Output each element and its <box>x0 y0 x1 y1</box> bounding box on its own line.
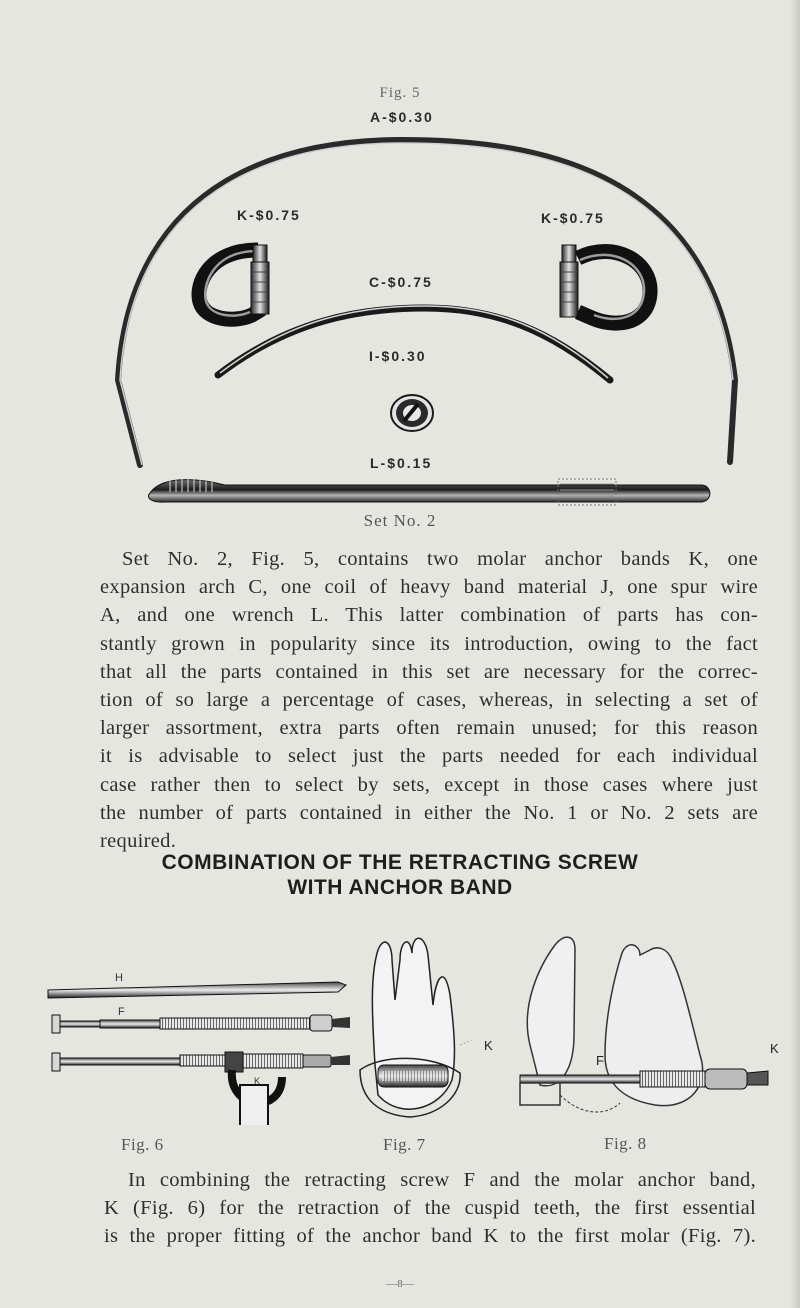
set-caption: Set No. 2 <box>363 511 437 530</box>
text-line: K (Fig. 6) for the retraction of the cuspid teeth, the first essential <box>104 1197 756 1220</box>
text-line: is the proper fitting of the anchor band K to the first molar (Fig. 7). <box>104 1225 756 1248</box>
text-line: tion of so large a percentage of cases, whereas, in selecting a set of <box>100 689 758 712</box>
band-material-coil <box>391 395 433 431</box>
expansion-arch <box>218 306 610 380</box>
set-no-2-illustration <box>0 0 800 515</box>
text-line: Set No. 2, Fig. 5, contains two molar anchor bands K, one <box>122 548 758 570</box>
figure-6-letter-f: F <box>118 1006 125 1018</box>
text-line: it is advisable to select just the parts needed for each individual <box>100 745 758 768</box>
coil-price: I-$0.30 <box>369 348 427 364</box>
figure-7-label: Fig. 7 <box>383 1135 426 1154</box>
text-line: case rather then to select by sets, except in those cases where just <box>100 773 758 796</box>
heading-line-1: COMBINATION OF THE RETRACTING SCREW <box>161 851 639 874</box>
figure-6-letter-h: H <box>115 972 123 984</box>
section-heading <box>0 850 800 900</box>
expansion-arch-price: C-$0.75 <box>369 274 433 290</box>
figure-6-label: Fig. 6 <box>121 1135 164 1154</box>
paragraph-retracting-screw <box>104 1166 756 1251</box>
text-line: larger assortment, extra parts often remain unused; for this reason <box>100 717 758 740</box>
figure-8-label: Fig. 8 <box>604 1134 647 1153</box>
text-line: the number of parts contained in either the No. 1 or No. 2 sets are <box>100 801 758 824</box>
anchor-band-left-price: K-$0.75 <box>237 207 301 223</box>
figure-8-letter-k: K <box>770 1041 779 1056</box>
text-line: In combining the retracting screw F and the molar anchor band, <box>128 1169 756 1191</box>
wrench-price: L-$0.15 <box>370 455 433 471</box>
spur-wire-price-label: A-$0.30 <box>370 109 434 125</box>
paragraph-set-no-2 <box>100 545 758 855</box>
anchor-band-right <box>560 245 650 323</box>
text-line: A, and one wrench L. This latter combination of parts has con- <box>100 604 758 627</box>
text-line: that all the parts contained in this set are necessary for the correc- <box>100 660 758 683</box>
heading-line-2: WITH ANCHOR BAND <box>287 876 513 899</box>
anchor-band-right-price: K-$0.75 <box>541 210 605 226</box>
figure-6-drawing <box>48 982 350 1125</box>
figure-7-drawing <box>360 938 472 1117</box>
text-line: expansion arch C, one coil of heavy band material J, one spur wire <box>100 576 758 599</box>
text-line: stantly grown in popularity since its introduction, owing to the fact <box>100 632 758 655</box>
wrench <box>149 479 710 505</box>
figure-5-label: Fig. 5 <box>379 85 421 101</box>
figure-7-letter-k: K <box>484 1038 493 1053</box>
text-line: required. <box>100 830 177 853</box>
figure-8-letter-f: F <box>596 1053 604 1068</box>
figure-8-drawing <box>520 937 768 1112</box>
anchor-band-left <box>199 245 269 319</box>
figure-6-letter-k: K <box>254 1076 261 1086</box>
page-number: —8— <box>386 1278 414 1290</box>
